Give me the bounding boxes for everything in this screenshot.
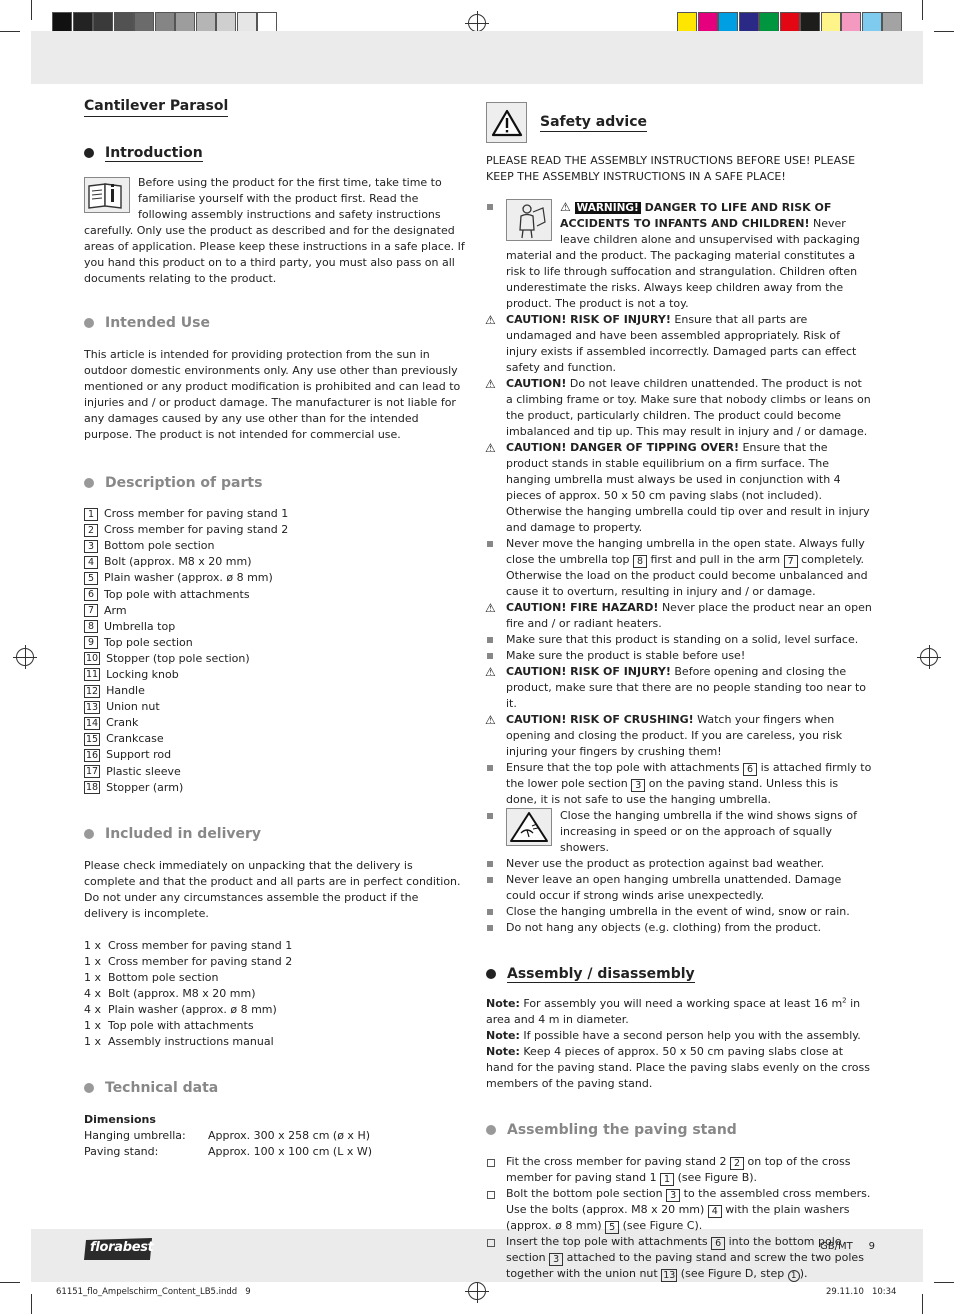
part-item: [84, 570, 466, 586]
safety-item: ⚠ CAUTION! RISK OF INJURY! Before opening and closing the product, make sure that there are no people standing too near to it.: [486, 664, 872, 712]
paving-section: [486, 1120, 872, 1282]
paving-heading: Assembling the paving stand: [486, 1120, 737, 1140]
part-label: Support rod: [106, 748, 172, 762]
dimension-label: Paving stand:: [84, 1144, 159, 1158]
paving-steps: [486, 1154, 872, 1282]
crop-mark: [922, 0, 923, 20]
crop-mark: [934, 31, 954, 32]
delivery-item: 1 x Top pole with attachments: [84, 1018, 254, 1032]
safety-item: Make sure that this product is standing on a solid, level surface.: [486, 632, 872, 648]
part-number: 3: [84, 540, 98, 553]
part-number: 9: [84, 636, 98, 649]
part-label: Top pole section: [104, 635, 193, 649]
delivery-item: 1 x Assembly instructions manual: [84, 1034, 274, 1048]
crop-mark: [31, 0, 32, 20]
part-item: [84, 586, 466, 602]
safety-heading: Safety advice: [540, 114, 647, 130]
part-label: Crankcase: [106, 732, 164, 746]
part-number: 6: [84, 588, 98, 601]
technical-section: [84, 1078, 466, 1160]
safety-item: Make sure the product is stable before use!: [486, 648, 872, 664]
part-number: 17: [86, 766, 99, 778]
left-column: [84, 96, 466, 1160]
right-column: [486, 102, 872, 1282]
warning-triangle-icon: [486, 102, 527, 143]
part-label: Bolt (approx. M8 x 20 mm): [104, 555, 252, 569]
safety-item: Close the hanging umbrella in the event of wind, snow or rain.: [486, 904, 872, 920]
part-item: [84, 538, 466, 554]
assembly-note-3: Note: Keep 4 pieces of approx. 50 x 50 cm paving slabs close at hand for the paving stand. Place the paving slabs evenly on the cross members of the paving stand.: [486, 1045, 870, 1090]
child-packaging-icon: [506, 199, 552, 241]
part-item: [84, 683, 466, 699]
intended-use-heading: Intended Use: [84, 313, 210, 333]
delivery-item: 1 x Cross member for paving stand 1: [84, 938, 293, 952]
crop-mark: [934, 1282, 954, 1283]
registration-mark: [468, 14, 486, 32]
part-label: Arm: [104, 603, 127, 617]
file-slug: 61151_flo_Ampelschirm_Content_LB5.indd 9: [56, 1287, 251, 1297]
warning-label: WARNING!: [576, 202, 639, 214]
part-number: 15: [86, 733, 99, 745]
dimension-value: Approx. 100 x 100 cm (L x W): [208, 1144, 373, 1158]
delivery-item: 4 x Plain washer (approx. ø 8 mm): [84, 1002, 277, 1016]
part-item: [84, 635, 466, 651]
part-label: Cross member for paving stand 1: [104, 507, 289, 521]
introduction-body: [84, 175, 466, 287]
page-number: GB/MT 9: [820, 1241, 875, 1252]
part-item: [84, 619, 466, 635]
safety-item-warning: ⚠ WARNING! DANGER TO LIFE AND RISK OF ACCIDENTS TO INFANTS AND CHILDREN! Never leave children alone and unsupervised with packaging material and the product. The packaging material constitutes a risk to life through suffocation and strangulation. Children often underestimate the risks. Always keep children away from the product. The product is not a toy.: [486, 199, 872, 312]
part-label: Top pole with attachments: [104, 587, 250, 601]
intended-use-section: [84, 313, 466, 443]
part-number: 7: [84, 604, 98, 617]
part-number: 1: [84, 508, 98, 521]
part-item: [84, 522, 466, 538]
introduction-text: Before using the product for the first time, take time to familiarise yourself with the product first. Read the following assembly instructions and safety instructions carefully. Only use the product as described and for the designated areas of application. Please keep these instructions in a safe place. If you hand this product on to a third party, you must also pass on all documents relating to the product.: [84, 176, 465, 285]
part-number: 5: [84, 572, 98, 585]
part-number: 13: [86, 701, 99, 713]
part-label: Bottom pole section: [104, 539, 215, 553]
safety-item: Never leave an open hanging umbrella unattended. Damage could occur if strong winds arise unexpectedly.: [486, 872, 872, 904]
safety-item: ⚠ CAUTION! DANGER OF TIPPING OVER! Ensure that the product stands in stable equilibrium on a firm surface. The hanging umbrella must always be used in conjunction with 4 pieces of approx. 50 x 50 cm paving slabs (not included). Otherwise the hanging umbrella could tip over and result in injury and damage to property.: [486, 440, 872, 536]
parts-heading: Description of parts: [84, 473, 262, 493]
part-label: Umbrella top: [104, 619, 176, 633]
part-number: 11: [86, 669, 99, 681]
part-item: [84, 603, 466, 619]
registration-mark: [920, 648, 938, 666]
part-label: Stopper (top pole section): [106, 651, 250, 665]
delivery-item: 4 x Bolt (approx. M8 x 20 mm): [84, 986, 256, 1000]
safety-heading-row: [486, 102, 872, 143]
assembly-section: [486, 964, 872, 1092]
part-number: 12: [86, 685, 99, 697]
brand-logo: florabest: [84, 1236, 154, 1262]
crop-mark: [0, 31, 20, 32]
part-item: [84, 780, 466, 796]
assembly-heading: Assembly / disassembly: [486, 964, 695, 984]
delivery-heading: Included in delivery: [84, 824, 261, 844]
part-label: Stopper (arm): [106, 780, 184, 794]
part-label: Cross member for paving stand 2: [104, 523, 289, 537]
part-item: [84, 651, 466, 667]
delivery-list: [84, 938, 466, 1050]
part-number: 16: [86, 749, 99, 761]
delivery-item: 1 x Bottom pole section: [84, 970, 219, 984]
crop-mark: [0, 1282, 20, 1283]
page-title: Cantilever Parasol: [84, 96, 228, 117]
safety-item: ⚠ CAUTION! Do not leave children unattended. The product is not a climbing frame or toy. Make sure that nobody climbs or leans on the product, particularly children. The product could become imbalanced and tip up. This may result in injury and / or damage.: [486, 376, 872, 440]
part-number: 14: [86, 717, 99, 729]
registration-mark: [16, 648, 34, 666]
part-item: [84, 731, 466, 747]
part-label: Locking knob: [106, 667, 179, 681]
dimensions-table: [84, 1128, 466, 1160]
parts-list: [84, 506, 466, 796]
intended-use-text: This article is intended for providing protection from the sun in outdoor domestic environments only. Any use other than previously mentioned or any product modification is prohibited and can lead to injuries and / or product damage. The manufacturer is not liable for any damages caused by any use other than for the intended purpose. The product is not intended for commercial use.: [84, 348, 461, 441]
paving-step: Bolt the bottom pole section 3 to the assembled cross members. Use the bolts (approx. M8 x 20 mm) 4 with the plain washers (approx. ø 8 mm) 5 (see Figure C).: [486, 1186, 872, 1234]
safety-intro: PLEASE READ THE ASSEMBLY INSTRUCTIONS BEFORE USE! PLEASE KEEP THE ASSEMBLY INSTRUCTIONS IN A SAFE PLACE!: [486, 154, 856, 183]
safety-item: ⚠ CAUTION! RISK OF CRUSHING! Watch your fingers when opening and closing the product. If you are careless, you risk injuring your fingers by crushing them!: [486, 712, 872, 760]
introduction-section: [84, 143, 466, 287]
part-item: [84, 764, 466, 780]
part-label: Crank: [106, 716, 139, 730]
crop-mark: [31, 1294, 32, 1314]
part-label: Handle: [106, 684, 145, 698]
safety-item: Never move the hanging umbrella in the open state. Always fully close the umbrella top 8 first and pull in the arm 7 completely. Otherwise the load on the product could become unbalanced and cause it to overturn, resulting in injury and / or damage.: [486, 536, 872, 600]
registration-mark: [468, 1282, 486, 1300]
info-book-icon: [84, 177, 130, 213]
safety-item: Do not hang any objects (e.g. clothing) from the product.: [486, 920, 872, 936]
introduction-heading: Introduction: [84, 143, 203, 163]
delivery-section: [84, 824, 466, 1050]
safety-item: ⚠ CAUTION! FIRE HAZARD! Never place the product near an open fire and / or radiant heaters.: [486, 600, 872, 632]
crop-mark: [922, 1294, 923, 1314]
safety-item: ⚠ CAUTION! RISK OF INJURY! Ensure that all parts are undamaged and have been assembled appropriately. Risk of injury exists if assembled incorrectly. Damaged parts can effect safety and function.: [486, 312, 872, 376]
dimension-label: Hanging umbrella:: [84, 1128, 186, 1142]
part-number: 2: [84, 524, 98, 537]
dimension-value: Approx. 300 x 258 cm (ø x H): [208, 1128, 371, 1142]
paving-step: Insert the top pole with attachments 6 into the bottom pole section 3 attached to the paving stand and screw the two poles together with the union nut 13 (see Figure D, step 1 ).: [486, 1234, 872, 1282]
technical-heading: Technical data: [84, 1078, 218, 1098]
part-item: [84, 747, 466, 763]
part-label: Plastic sleeve: [106, 764, 181, 778]
part-item: [84, 699, 466, 715]
assembly-note-2: Note: If possible have a second person help you with the assembly.: [486, 1029, 861, 1042]
part-item: [84, 715, 466, 731]
part-item: [84, 667, 466, 683]
part-number: 8: [84, 620, 98, 633]
safety-item-wind: Close the hanging umbrella if the wind shows signs of increasing in speed or on the approach of squally showers.: [486, 808, 872, 856]
parts-section: [84, 473, 466, 796]
part-label: Plain washer (approx. ø 8 mm): [104, 571, 273, 585]
part-number: 10: [86, 653, 99, 665]
part-item: [84, 506, 466, 522]
safety-list: [486, 199, 872, 936]
paving-step: Fit the cross member for paving stand 2 2 on top of the cross member for paving stand 1 1 (see Figure B).: [486, 1154, 872, 1186]
wind-warning-icon: [506, 808, 552, 846]
part-number: 4: [84, 556, 98, 569]
safety-item: Never use the product as protection against bad weather.: [486, 856, 872, 872]
warning-triangle-icon: ⚠: [560, 200, 571, 214]
assembly-note-1: Note: For assembly you will need a working space at least 16 $m^2$ in area and 4 m in diameter.: [486, 996, 861, 1026]
header-band: [31, 31, 923, 84]
part-number: 18: [86, 782, 99, 794]
dimensions-subheading: Dimensions: [84, 1112, 156, 1126]
delivery-item: 1 x Cross member for paving stand 2: [84, 954, 293, 968]
part-label: Union nut: [106, 700, 160, 714]
delivery-text: Please check immediately on unpacking that the delivery is complete and that the product and all parts are in perfect condition. Do not under any circumstances assemble the product if the delivery is incomplete.: [84, 858, 461, 920]
safety-item: Ensure that the top pole with attachments 6 is attached firmly to the lower pole section 3 on the paving stand. Unless this is done, it is not safe to use the hanging umbrella.: [486, 760, 872, 808]
date-slug: 29.11.10 10:34: [826, 1287, 897, 1297]
part-item: [84, 554, 466, 570]
